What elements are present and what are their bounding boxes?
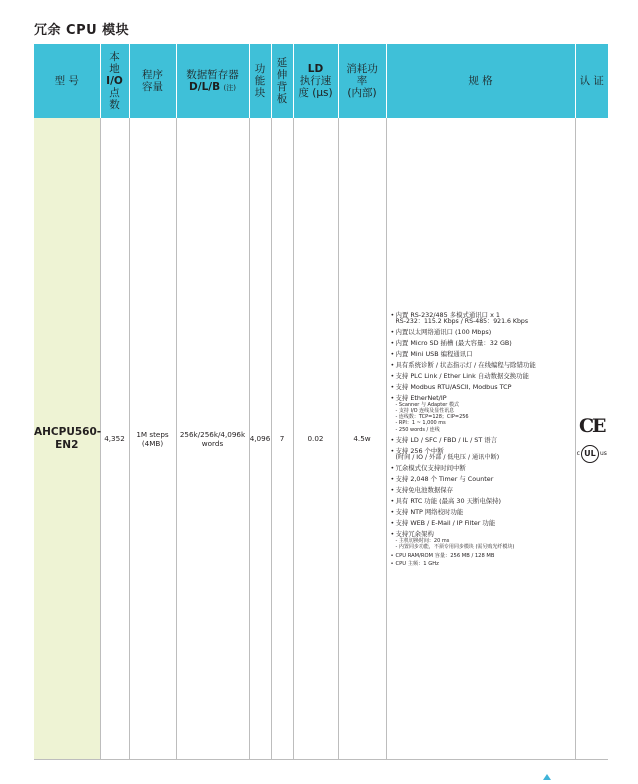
header-extension-backplane: 延 伸 背 板	[271, 44, 293, 118]
cell-cert	[575, 118, 608, 760]
cell-model: AHCPU560- EN2	[34, 118, 100, 760]
spec-item: • 内置 Mini USB 编程通讯口	[391, 350, 572, 358]
page-corner-triangle-icon	[543, 774, 551, 780]
header-io: 本 地 I/O 点 数	[100, 44, 129, 118]
spec-item: • 内置 Micro SD 插槽 (最大容量：32 GB)	[391, 339, 572, 347]
spec-item: • 支持免电池数据保存	[391, 486, 572, 494]
cell-spec	[386, 118, 575, 760]
header-spec: 规 格	[386, 44, 575, 118]
spec-list	[391, 311, 572, 569]
spec-item: • 支持冗余架构 - 主机切换时间：20 ms - 内置同步功能，不须专用同步模块 (需另购光纤模块)	[391, 530, 572, 550]
page-title: 冗余 CPU 模块	[34, 23, 130, 38]
cell-power: 4.5w	[338, 118, 386, 760]
spec-item: • 具有 RTC 功能 (最高 30 天断电保持)	[391, 497, 572, 505]
spec-item: • 支持 EtherNet/IP - Scanner 与 Adapter 模式 - 支持 I/O 连线及显性讯息 - 连线数：TCP=128；CIP=256 - RPI：1 ~ 1,000 ms - 250 words / 连线	[391, 394, 572, 433]
spec-item: • CPU RAM/ROM 容量：256 MB / 128 MB	[391, 553, 572, 560]
cell-ld-speed: 0.02	[293, 118, 338, 760]
spec-item: • 支持 PLC Link / Ether Link 自动数据交换功能	[391, 372, 572, 380]
spec-item: • 支持 NTP 网络校时功能	[391, 508, 572, 516]
table-row	[34, 118, 608, 760]
header-model: 型 号	[34, 44, 100, 118]
cul-us-mark-icon: c UL us	[577, 445, 607, 463]
header-ld-speed: LD 执行速 度 (μs)	[293, 44, 338, 118]
header-function-block: 功 能 块	[249, 44, 271, 118]
spec-item: • 支持 LD / SFC / FBD / IL / ST 语言	[391, 436, 572, 444]
spec-item: • 支持 WEB / E-Mail / IP Filter 功能	[391, 519, 572, 527]
header-cert: 认 证	[575, 44, 608, 118]
ce-mark-icon: CE	[578, 414, 605, 437]
spec-item: • CPU 主频：1 GHz	[391, 561, 572, 568]
spec-item: • 内置以太网络通讯口 (100 Mbps)	[391, 328, 572, 336]
cell-function-block: 4,096	[249, 118, 271, 760]
cell-program: 1M steps (4MB)	[129, 118, 176, 760]
header-program: 程序 容量	[129, 44, 176, 118]
cpu-module-table	[34, 44, 608, 760]
cell-io: 4,352	[100, 118, 129, 760]
spec-item: • 支持 Modbus RTU/ASCII, Modbus TCP	[391, 383, 572, 391]
spec-item: • 支持 256 个中断 (时间 / IO / 外部 / 低电压 / 通讯中断)	[391, 447, 572, 461]
header-power: 消耗功 率 (内部)	[338, 44, 386, 118]
spec-item: • 具有系统诊断 / 状态指示灯 / 在线编程与除错功能	[391, 361, 572, 369]
header-data-register: 数据暂存器 D/L/B (注)	[176, 44, 249, 118]
spec-item: • 支持 2,048 个 Timer 与 Counter	[391, 475, 572, 483]
cell-extension-backplane: 7	[271, 118, 293, 760]
cell-data-register: 256k/256k/4,096k words	[176, 118, 249, 760]
spec-item: • 内置 RS-232/485 多模式通讯口 x 1 RS-232：115.2 Kbps / RS-485：921.6 Kbps	[391, 311, 572, 325]
header-row	[34, 44, 608, 118]
spec-item: • 冗余模式仅支持时间中断	[391, 464, 572, 472]
